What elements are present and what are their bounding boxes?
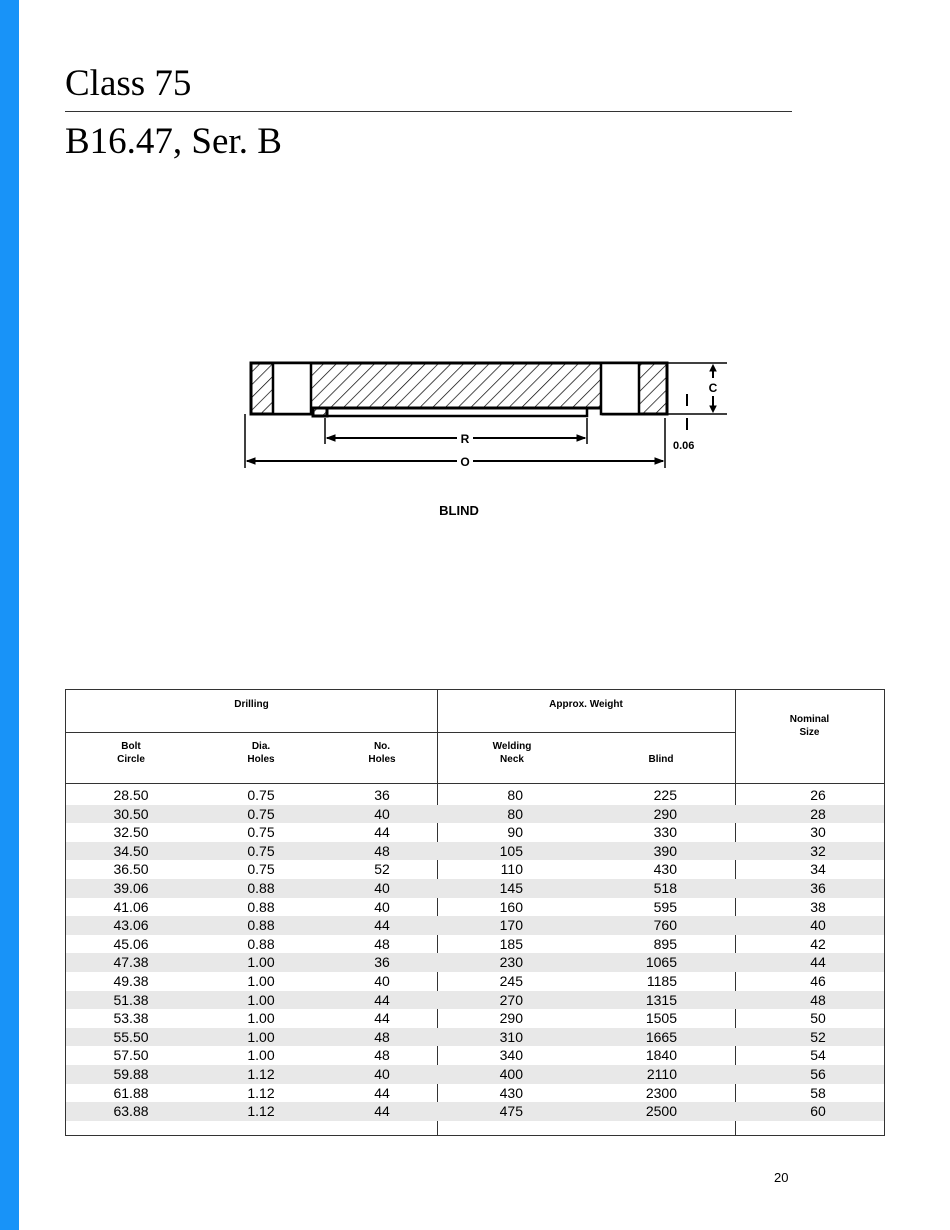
cell-nominal-size: 42	[810, 935, 826, 952]
cell-bolt-circle: 41.06	[113, 898, 149, 915]
cell-nominal-size: 32	[810, 842, 826, 859]
cell-nominal-size: 50	[810, 1010, 826, 1027]
cell-nominal-size: 56	[810, 1065, 826, 1082]
cell-no-holes: 44	[374, 1084, 390, 1101]
flange-cross-section	[245, 363, 727, 468]
table-row	[66, 1084, 884, 1103]
cell-no-holes: 48	[374, 842, 390, 859]
cell-no-holes: 52	[374, 861, 390, 878]
cell-blind: 225	[653, 787, 677, 803]
header-welding-neck: Welding Neck	[492, 741, 532, 765]
cell-no-holes: 40	[374, 805, 390, 822]
cell-no-holes: 44	[374, 1010, 390, 1027]
flange-dimension-table	[65, 689, 885, 1136]
cell-nominal-size: 34	[810, 861, 826, 878]
cell-blind: 1065	[645, 954, 677, 971]
cell-nominal-size: 26	[810, 787, 826, 803]
header-no-holes: No. Holes	[368, 741, 396, 765]
cell-bolt-circle: 34.50	[113, 842, 149, 859]
cell-welding-neck: 160	[499, 898, 523, 915]
cell-welding-neck: 105	[499, 842, 523, 859]
cell-bolt-circle: 61.88	[113, 1084, 149, 1101]
cell-bolt-circle: 53.38	[113, 1010, 149, 1027]
cell-no-holes: 44	[374, 917, 390, 934]
table-row	[66, 953, 884, 972]
header-drilling: Drilling	[234, 699, 269, 710]
cell-welding-neck: 290	[499, 1010, 523, 1027]
cell-dia-holes: 0.88	[247, 935, 275, 952]
cell-bolt-circle: 59.88	[113, 1065, 149, 1082]
cell-welding-neck: 185	[499, 935, 523, 952]
cell-dia-holes: 1.00	[247, 991, 275, 1008]
dim-c-label: C	[708, 381, 718, 395]
cell-welding-neck: 80	[507, 805, 523, 822]
dim-o-label: O	[460, 455, 470, 469]
cell-welding-neck: 110	[500, 861, 523, 878]
cell-welding-neck: 310	[499, 1028, 523, 1045]
cell-nominal-size: 52	[810, 1028, 826, 1045]
cell-dia-holes: 0.75	[247, 861, 275, 878]
blind-flange-drawing	[235, 350, 745, 530]
cell-bolt-circle: 57.50	[113, 1047, 149, 1064]
cell-blind: 1840	[645, 1047, 677, 1064]
cell-bolt-circle: 43.06	[113, 917, 149, 934]
cell-dia-holes: 1.00	[247, 954, 275, 971]
cell-blind: 2500	[645, 1103, 677, 1120]
table-row	[66, 972, 884, 991]
cell-no-holes: 36	[374, 787, 390, 803]
table-row	[66, 935, 884, 954]
cell-blind: 895	[653, 935, 677, 952]
page-number: 20	[774, 1170, 789, 1185]
cell-blind: 760	[653, 917, 677, 934]
cell-bolt-circle: 28.50	[113, 787, 149, 803]
table-body	[66, 786, 884, 1121]
header-blind: Blind	[648, 754, 674, 765]
cell-no-holes: 44	[374, 991, 390, 1008]
cell-no-holes: 44	[374, 1103, 390, 1120]
cell-welding-neck: 270	[499, 991, 523, 1008]
side-accent-bar	[0, 0, 19, 1230]
cell-dia-holes: 0.75	[247, 805, 275, 822]
table-row	[66, 898, 884, 917]
cell-bolt-circle: 30.50	[113, 805, 149, 822]
cell-blind: 1505	[645, 1010, 677, 1027]
cell-dia-holes: 1.00	[247, 1010, 275, 1027]
cell-nominal-size: 48	[810, 991, 826, 1008]
cell-welding-neck: 340	[499, 1047, 523, 1064]
cell-dia-holes: 0.88	[247, 917, 275, 934]
cell-bolt-circle: 32.50	[113, 824, 149, 841]
table-row	[66, 786, 884, 805]
cell-welding-neck: 400	[499, 1065, 523, 1082]
table-row	[66, 1009, 884, 1028]
table-row	[66, 1046, 884, 1065]
header-bottom-rule	[66, 783, 884, 784]
header-divider	[66, 732, 735, 733]
cell-dia-holes: 0.88	[247, 898, 275, 915]
header-approx-weight: Approx. Weight	[549, 699, 623, 710]
cell-no-holes: 40	[374, 1065, 390, 1082]
cell-no-holes: 36	[374, 954, 390, 971]
cell-blind: 330	[653, 824, 677, 841]
table-row	[66, 991, 884, 1010]
cell-bolt-circle: 49.38	[113, 972, 149, 989]
cell-bolt-circle: 63.88	[113, 1103, 149, 1120]
cell-bolt-circle: 51.38	[113, 991, 149, 1008]
cell-welding-neck: 80	[507, 787, 523, 803]
cell-nominal-size: 30	[810, 824, 826, 841]
cell-nominal-size: 54	[810, 1047, 826, 1064]
table-row	[66, 916, 884, 935]
cell-dia-holes: 1.00	[247, 1028, 275, 1045]
cell-no-holes: 40	[374, 898, 390, 915]
cell-dia-holes: 0.88	[247, 879, 275, 896]
cell-no-holes: 40	[374, 879, 390, 896]
cell-dia-holes: 0.75	[247, 787, 275, 803]
cell-blind: 390	[653, 842, 677, 859]
cell-bolt-circle: 47.38	[113, 954, 149, 971]
cell-blind: 290	[653, 805, 677, 822]
cell-welding-neck: 475	[499, 1103, 523, 1120]
cell-welding-neck: 90	[507, 824, 523, 841]
cell-nominal-size: 60	[810, 1103, 826, 1120]
table-row	[66, 1102, 884, 1121]
cell-bolt-circle: 45.06	[113, 935, 149, 952]
cell-dia-holes: 0.75	[247, 824, 275, 841]
cell-dia-holes: 1.00	[247, 1047, 275, 1064]
cell-dia-holes: 1.12	[247, 1084, 275, 1101]
cell-blind: 1665	[645, 1028, 677, 1045]
table-row	[66, 1028, 884, 1047]
page-subtitle: B16.47, Ser. B	[65, 121, 282, 162]
page-title: Class 75	[65, 63, 192, 104]
cell-nominal-size: 36	[810, 879, 826, 896]
cell-blind: 1315	[645, 991, 677, 1008]
cell-nominal-size: 44	[810, 954, 826, 971]
cell-no-holes: 48	[374, 935, 390, 952]
dim-r-label: R	[460, 432, 470, 446]
cell-dia-holes: 1.12	[247, 1065, 275, 1082]
cell-blind: 518	[653, 879, 677, 896]
cell-nominal-size: 58	[810, 1084, 826, 1101]
cell-no-holes: 48	[374, 1028, 390, 1045]
title-divider	[65, 111, 792, 112]
header-dia-holes: Dia. Holes	[247, 741, 275, 765]
table-row	[66, 1065, 884, 1084]
cell-dia-holes: 1.00	[247, 972, 275, 989]
cell-bolt-circle: 55.50	[113, 1028, 149, 1045]
table-row	[66, 823, 884, 842]
figure-caption: BLIND	[439, 503, 479, 518]
cell-nominal-size: 46	[810, 972, 826, 989]
cell-no-holes: 40	[374, 972, 390, 989]
header-nominal-size: Nominal Size	[789, 714, 830, 738]
cell-dia-holes: 0.75	[247, 842, 275, 859]
cell-bolt-circle: 36.50	[113, 861, 149, 878]
header-bolt-circle: Bolt Circle	[117, 741, 145, 765]
table-row	[66, 842, 884, 861]
cell-bolt-circle: 39.06	[113, 879, 149, 896]
cell-blind: 595	[653, 898, 677, 915]
cell-nominal-size: 28	[810, 805, 826, 822]
table-row	[66, 860, 884, 879]
cell-nominal-size: 38	[810, 898, 826, 915]
cell-welding-neck: 145	[499, 879, 523, 896]
cell-blind: 2110	[646, 1065, 677, 1082]
cell-no-holes: 44	[374, 824, 390, 841]
cell-nominal-size: 40	[810, 917, 826, 934]
cell-welding-neck: 245	[499, 972, 523, 989]
table-row	[66, 805, 884, 824]
table-row	[66, 879, 884, 898]
cell-welding-neck: 170	[499, 917, 523, 934]
cell-blind: 430	[653, 861, 677, 878]
cell-blind: 2300	[645, 1084, 677, 1101]
cell-welding-neck: 230	[499, 954, 523, 971]
cell-blind: 1185	[646, 972, 677, 989]
cell-welding-neck: 430	[499, 1084, 523, 1101]
dim-raised-face-label: 0.06	[673, 440, 695, 452]
cell-dia-holes: 1.12	[247, 1103, 275, 1120]
cell-no-holes: 48	[374, 1047, 390, 1064]
